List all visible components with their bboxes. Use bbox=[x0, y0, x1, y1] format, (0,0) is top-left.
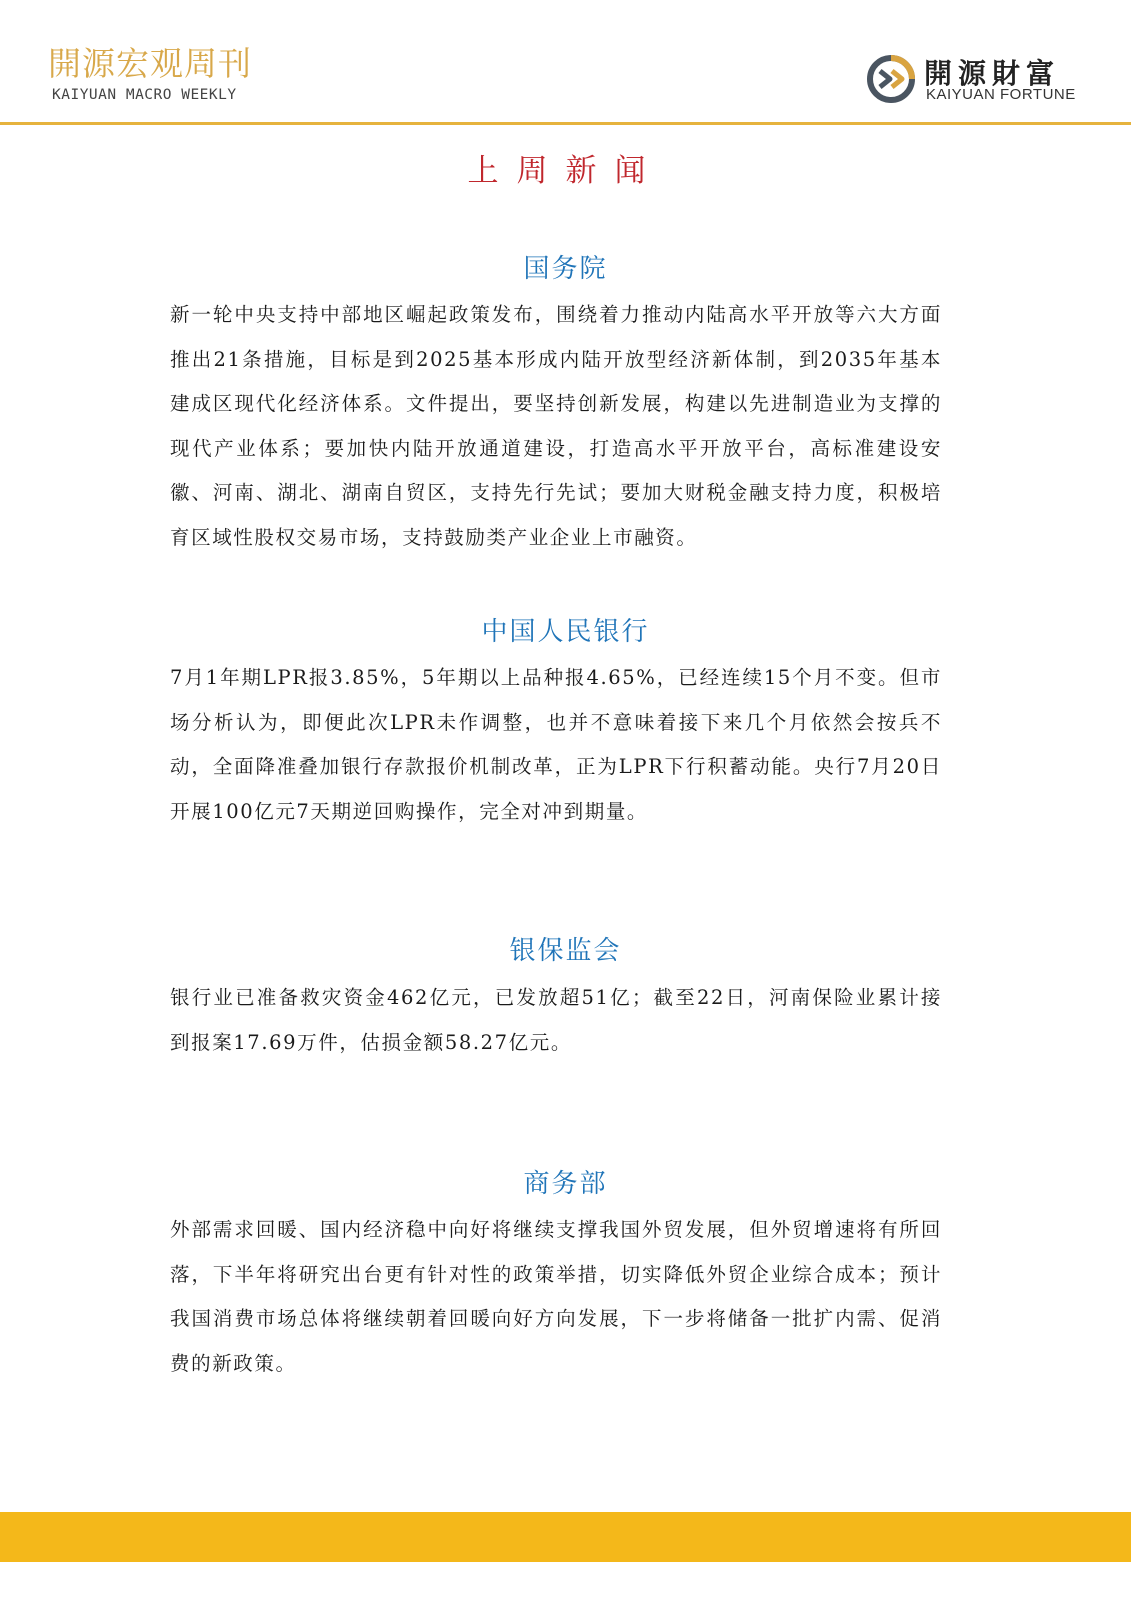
page-title: 上周新闻 bbox=[467, 153, 664, 189]
footer-bar bbox=[0, 1512, 1131, 1562]
section-title-pboc: 中国人民银行 bbox=[481, 617, 650, 647]
section-body-cbirc: 银行业已准备救灾资金462亿元，已发放超51亿；截至22日，河南保险业累计接到报案17.69万件，估损金额58.27亿元。 bbox=[170, 986, 942, 1054]
section-body-pboc: 7月1年期LPR报3.85%，5年期以上品种报4.65%，已经连续15个月不变。但市场分析认为，即便此次LPR未作调整，也并不意味着接下来几个月依然会按兵不动，全面降准叠加银行存款报价机制改革，正为LPR下行积蓄动能。央行7月20日开展100亿元7天期逆回购操作，完全对冲到期量。 bbox=[170, 666, 942, 823]
logo-text-en: KAIYUAN FORTUNE bbox=[926, 86, 1076, 103]
section-title-cbirc: 银保监会 bbox=[509, 936, 622, 966]
page-header bbox=[0, 0, 1131, 125]
company-logo bbox=[866, 52, 1106, 108]
logo-text-cn: 開源財富 bbox=[924, 57, 1061, 90]
publication-subtitle: KAIYUAN MACRO WEEKLY bbox=[52, 87, 237, 103]
section-title-mofcom: 商务部 bbox=[523, 1169, 608, 1199]
section-body-mofcom: 外部需求回暖、国内经济稳中向好将继续支撑我国外贸发展，但外贸增速将有所回落，下半年将研究出台更有针对性的政策举措，切实降低外贸企业综合成本；预计我国消费市场总体将继续朝着回暖向好方向发展，下一步将储备一批扩内需、促消费的新政策。 bbox=[170, 1218, 942, 1375]
kaiyuan-logo-icon bbox=[866, 54, 916, 104]
section-title-state-council: 国务院 bbox=[523, 254, 608, 284]
section-body-state-council: 新一轮中央支持中部地区崛起政策发布，围绕着力推动内陆高水平开放等六大方面推出21条措施，目标是到2025基本形成内陆开放型经济新体制，到2035年基本建成区现代化经济体系。文件提出，要坚持创新发展，构建以先进制造业为支撑的现代产业体系；要加快内陆开放通道建设，打造高水平开放平台，高标准建设安徽、河南、湖北、湖南自贸区，支持先行先试；要加大财税金融支持力度，积极培育区域性股权交易市场，支持鼓励类产业企业上市融资。 bbox=[170, 303, 942, 549]
publication-title: 開源宏观周刊 bbox=[48, 44, 252, 83]
header-divider bbox=[0, 122, 1131, 125]
